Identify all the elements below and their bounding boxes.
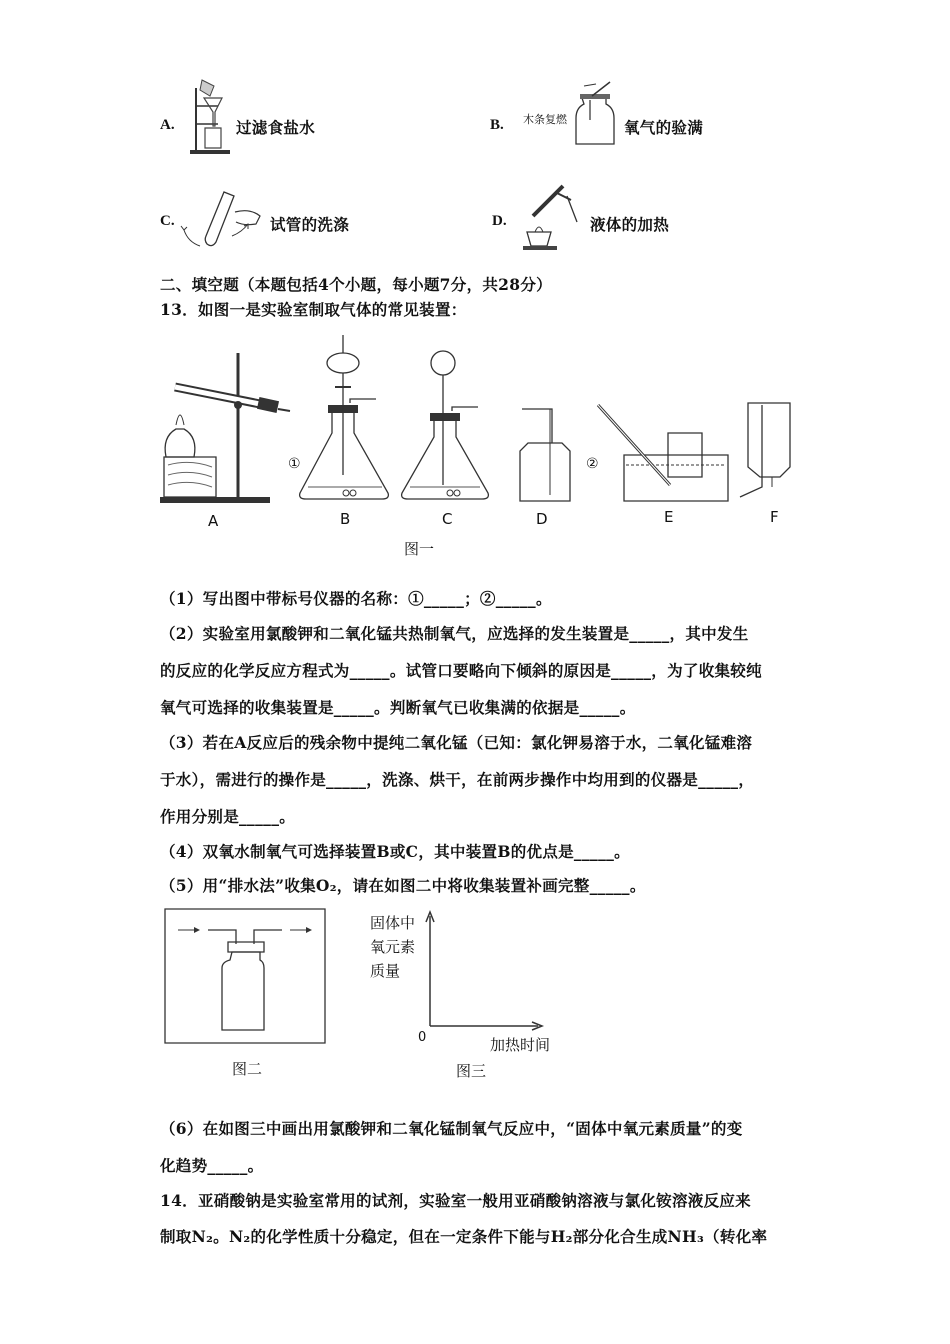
test-tube-heating-icon bbox=[515, 182, 590, 252]
figure1-caption: 图一 bbox=[404, 540, 435, 558]
apparatus-e bbox=[598, 405, 728, 501]
test-tube-shaking-icon bbox=[180, 190, 270, 252]
apparatus-label-f: F bbox=[770, 508, 779, 526]
option-a-letter: A. bbox=[160, 117, 175, 133]
apparatus-label-c: C bbox=[442, 510, 453, 528]
option-c-text: 试管的洗涤 bbox=[270, 215, 350, 234]
q13-6-line-2: 化趋势_____。 bbox=[160, 1156, 264, 1175]
marker-1: ① bbox=[288, 456, 301, 472]
funnel-filter-icon bbox=[188, 78, 238, 156]
option-a-text: 过滤食盐水 bbox=[236, 118, 316, 137]
apparatus-label-b: B bbox=[340, 510, 351, 528]
figure3-axes bbox=[424, 910, 544, 1030]
apparatus-a bbox=[160, 353, 290, 503]
q13-line-4: 氧气可选择的收集装置是_____。判断氧气已收集满的依据是_____。 bbox=[160, 698, 636, 717]
figure3-ylabel-1: 固体中 bbox=[370, 914, 416, 932]
q13-line-6: 于水），需进行的操作是_____，洗涤、烘干，在前两步操作中均用到的仪器是_____， bbox=[160, 770, 755, 789]
apparatus-f bbox=[740, 403, 790, 497]
q13-intro: 13．如图一是实验室制取气体的常见装置： bbox=[160, 300, 467, 319]
q13-6-line-1: （6）在如图三中画出用氯酸钾和二氧化锰制氧气反应中，“固体中氧元素质量”的变 bbox=[160, 1119, 743, 1138]
apparatus-label-a: A bbox=[208, 512, 219, 530]
figure3-ylabel-3: 质量 bbox=[370, 962, 401, 980]
marker-2: ② bbox=[586, 456, 599, 472]
figure3-origin: 0 bbox=[418, 1030, 427, 1045]
option-b-letter: B. bbox=[490, 117, 504, 133]
section-title: 二、填空题（本题包括4个小题，每小题7分，共28分） bbox=[160, 275, 552, 294]
apparatus-b bbox=[300, 335, 389, 499]
figure2-caption: 图二 bbox=[232, 1060, 263, 1078]
q13-line-3: 的反应的化学反应方程式为_____。试管口要略向下倾斜的原因是_____，为了收集较纯 bbox=[160, 661, 762, 680]
apparatus-label-e: E bbox=[664, 508, 674, 526]
q13-line-2: （2）实验室用氯酸钾和二氧化锰共热制氧气，应选择的发生装置是_____，其中发生 bbox=[160, 624, 749, 643]
q14-line-1: 14．亚硝酸钠是实验室常用的试剂，实验室一般用亚硝酸钠溶液与氯化铵溶液反应来 bbox=[160, 1191, 751, 1210]
figure2-collection-bottle bbox=[164, 908, 326, 1044]
q13-line-7: 作用分别是_____。 bbox=[160, 807, 296, 826]
figure3-ylabel-2: 氧元素 bbox=[370, 938, 416, 956]
q13-line-5: （3）若在A反应后的残余物中提纯二氧化锰（已知：氯化钾易溶于水，二氧化锰难溶 bbox=[160, 733, 753, 752]
option-d-letter: D. bbox=[492, 213, 507, 229]
splint-label: 木条复燃 bbox=[523, 113, 567, 126]
apparatus-c bbox=[402, 351, 489, 499]
option-b-text: 氧气的验满 bbox=[624, 118, 704, 137]
q13-line-8: （4）双氧水制氧气可选择装置B或C，其中装置B的优点是_____。 bbox=[160, 842, 630, 861]
option-d-text: 液体的加热 bbox=[590, 215, 670, 234]
figure3-xlabel: 加热时间 bbox=[490, 1036, 551, 1054]
gas-jar-splint-icon bbox=[570, 80, 620, 148]
q14-line-2: 制取N₂。N₂的化学性质十分稳定，但在一定条件下能与H₂部分化合生成NH₃（转化率 bbox=[160, 1227, 768, 1246]
q13-line-1: （1）写出图中带标号仪器的名称：①_____；②_____。 bbox=[160, 589, 552, 608]
q13-line-9: （5）用“排水法”收集O₂，请在如图二中将收集装置补画完整_____。 bbox=[160, 876, 646, 895]
figure1-apparatus bbox=[150, 325, 810, 525]
option-c-letter: C. bbox=[160, 213, 175, 229]
apparatus-label-d: D bbox=[536, 510, 548, 528]
figure3-caption: 图三 bbox=[456, 1062, 487, 1080]
apparatus-d bbox=[520, 409, 570, 501]
